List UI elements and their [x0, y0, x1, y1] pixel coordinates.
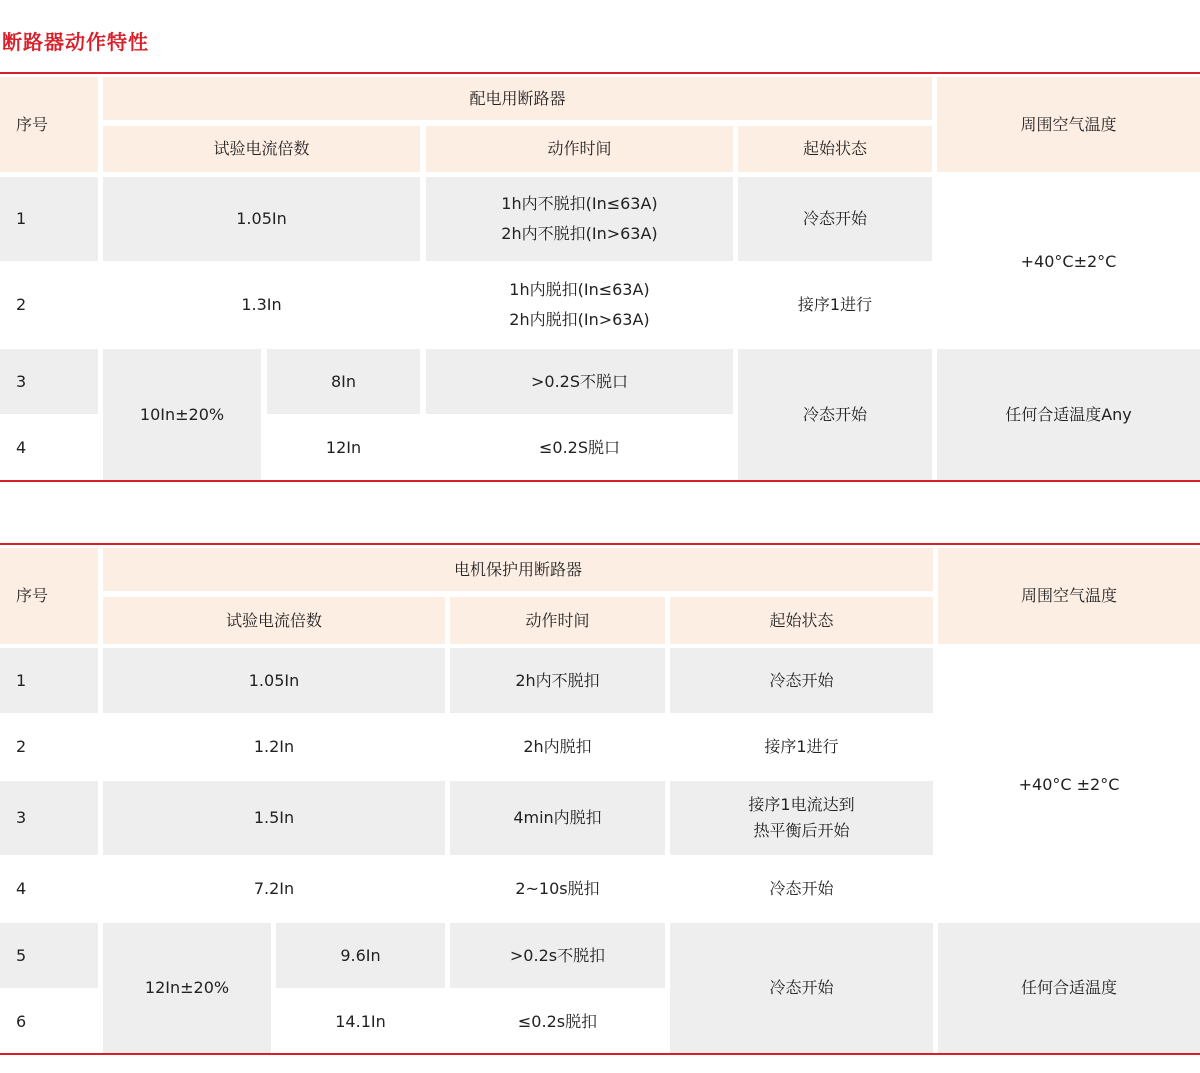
header-start: 起始状态	[738, 126, 932, 172]
row1-time: 2h内不脱扣	[450, 648, 665, 713]
header-time: 动作时间	[450, 597, 665, 644]
row3-start-line2: 热平衡后开始	[753, 821, 850, 840]
row1-time-line1: 1h内不脱扣(In≤63A)	[501, 194, 658, 213]
header-ambient: 周围空气温度	[938, 548, 1200, 644]
row3-sub-multiple: 8In	[267, 349, 420, 414]
header-time: 动作时间	[426, 126, 733, 172]
merged-start: 冷态开始	[738, 349, 932, 480]
row1-no: 1	[0, 648, 98, 713]
row4-time: ≤0.2S脱口	[426, 416, 733, 480]
header-multiple: 试验电流倍数	[103, 597, 445, 644]
row3-multiple: 1.5In	[103, 781, 445, 855]
row4-time: 2~10s脱扣	[450, 857, 665, 921]
merged-start: 冷态开始	[670, 923, 933, 1053]
header-no: 序号	[0, 77, 98, 172]
header-multiple: 试验电流倍数	[103, 126, 420, 172]
row3-no: 3	[0, 349, 98, 414]
row5-no: 5	[0, 923, 98, 988]
row5-time: >0.2s不脱扣	[450, 923, 665, 988]
table-distribution-breaker	[0, 72, 1200, 482]
row1-multiple: 1.05In	[103, 648, 445, 713]
row3-start-line1: 接序1电流达到	[748, 795, 855, 814]
ambient-rows-3-4: 任何合适温度Any	[937, 349, 1200, 480]
header-no: 序号	[0, 548, 98, 644]
row1-time	[426, 177, 733, 261]
merged-multiple: 12In±20%	[103, 923, 271, 1053]
row1-multiple: 1.05In	[103, 177, 420, 261]
merged-multiple: 10In±20%	[103, 349, 261, 480]
row6-sub-multiple: 14.1In	[276, 990, 445, 1053]
row3-time: 4min内脱扣	[450, 781, 665, 855]
row4-sub-multiple: 12In	[267, 416, 420, 480]
header-start: 起始状态	[670, 597, 933, 644]
row2-start: 接序1进行	[738, 263, 932, 347]
ambient-rows-1-4: +40°C ±2°C	[938, 648, 1200, 921]
row1-start: 冷态开始	[738, 177, 932, 261]
page-title: 断路器动作特性	[2, 30, 149, 54]
row2-multiple: 1.3In	[103, 263, 420, 347]
header-group: 配电用断路器	[103, 77, 932, 120]
row5-sub-multiple: 9.6In	[276, 923, 445, 988]
row2-multiple: 1.2In	[103, 715, 445, 779]
row2-time: 2h内脱扣	[450, 715, 665, 779]
row2-no: 2	[0, 715, 98, 779]
row2-time-line1: 1h内脱扣(In≤63A)	[509, 280, 650, 299]
row6-time: ≤0.2s脱扣	[450, 990, 665, 1053]
table-motor-protection-breaker	[0, 543, 1200, 1055]
row4-start: 冷态开始	[670, 857, 933, 921]
row3-time: >0.2S不脱口	[426, 349, 733, 414]
row6-no: 6	[0, 990, 98, 1053]
ambient-rows-1-2: +40°C±2°C	[937, 177, 1200, 347]
header-ambient: 周围空气温度	[937, 77, 1200, 172]
row2-time-line2: 2h内脱扣(In>63A)	[509, 310, 650, 329]
row1-time-line2: 2h内不脱扣(In>63A)	[501, 224, 658, 243]
header-group: 电机保护用断路器	[103, 548, 933, 591]
ambient-rows-5-6: 任何合适温度	[938, 923, 1200, 1053]
row4-no: 4	[0, 857, 98, 921]
row1-no: 1	[0, 177, 98, 261]
row2-start: 接序1进行	[670, 715, 933, 779]
row2-time	[426, 263, 733, 347]
row4-multiple: 7.2In	[103, 857, 445, 921]
row4-no: 4	[0, 416, 98, 480]
row2-no: 2	[0, 263, 98, 347]
row3-no: 3	[0, 781, 98, 855]
row3-start	[670, 781, 933, 855]
row1-start: 冷态开始	[670, 648, 933, 713]
